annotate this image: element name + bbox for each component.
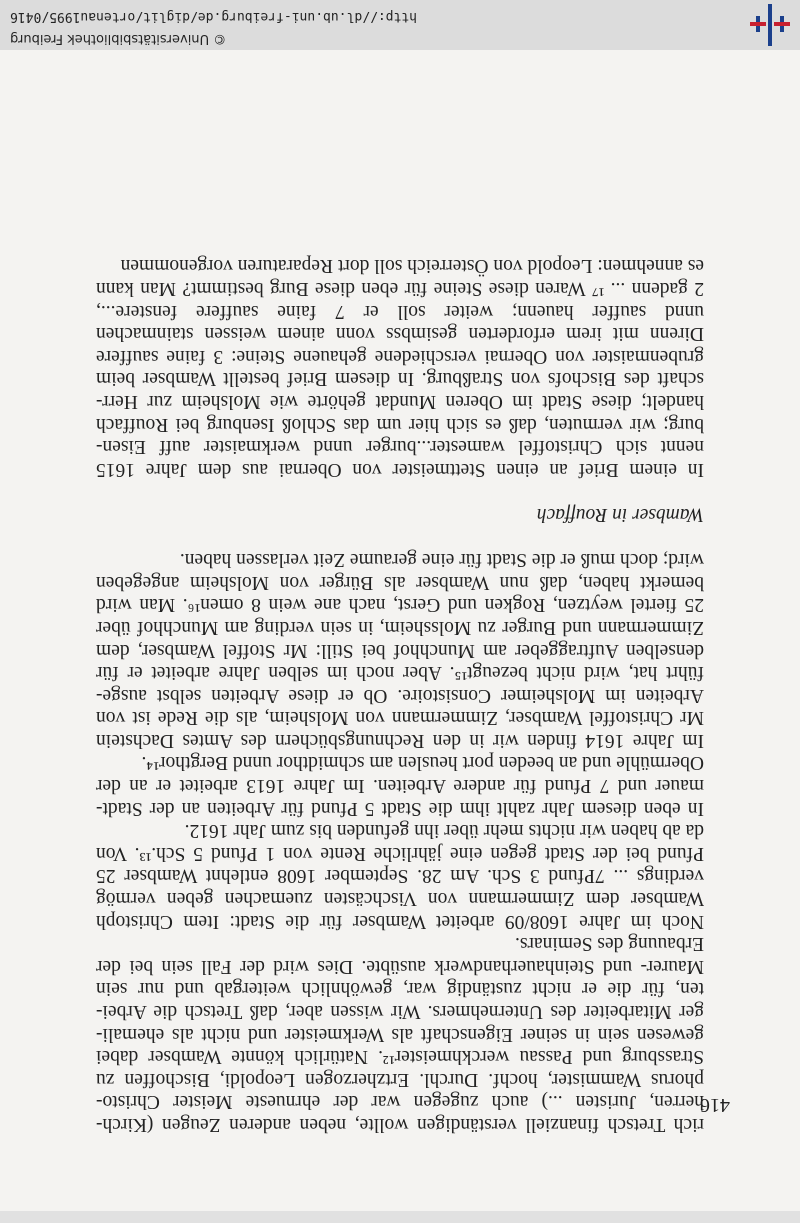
source-url[interactable]: http://dl.ub.uni-freiburg.de/diglit/ortenau1995/0416: [10, 9, 417, 24]
viewer-toolbar-strip: [0, 1211, 800, 1223]
text-line: nennt sich Christoffel wamester...burger unnd werkmaister auff Eisen-: [96, 436, 704, 458]
text-line: In einem Brief an einen Stettmeister von Obernai aus dem Jahre 1615: [96, 458, 704, 480]
text-line: Mr Christoffel Wambser, Zimmermann von Molsheim, als die Rede ist von: [96, 707, 704, 729]
text-line: grubenmaister von Obernai verschiedene gehauene Steine: 3 faine sauffere: [96, 345, 704, 367]
text-line: ger Mitarbeiter des Unternehmers. Wir wissen aber, daß Tretsch die Arbei-: [96, 1001, 704, 1023]
text-line: unnd sauffer hauenn; weiter soll er 7 faine sauffere fenstere...,: [96, 300, 704, 322]
text-line: führt hat, wird nicht bezeugt¹⁵. Aber noch im selben Jahre arbeitet er für: [96, 662, 704, 684]
footer-bar: [0, 0, 800, 50]
text-line: es annehmen: Leopold von Österreich soll dort Reparaturen vorgenommen: [120, 255, 704, 277]
text-line: Strassburg und Passau werckhmeister¹². Natürlich könnte Wambser dabei: [96, 1046, 704, 1068]
body-text: [96, 254, 704, 1135]
text-line: Arbeiten im Molsheimer Consistoire. Ob er diese Arbeiten selbst ausge-: [96, 684, 704, 706]
copyright-text: © Universitätsbibliothek Freiburg: [10, 31, 227, 46]
text-line: Noch im Jahre 1608/09 arbeitet Wambser für die Stadt: Item Christoph: [96, 910, 704, 932]
text-line: schaft des Bischofs von Straßburg. In diesem Brief bestellt Wambser beim: [96, 368, 704, 390]
text-line: da ab haben wir nichts mehr über ihn gefunden bis zum Jahr 1612.: [184, 820, 704, 842]
text-line: Wambser dem Zimmermann von Vischcästen zuemachen geben vermög: [96, 888, 704, 910]
university-logo-icon: [750, 4, 790, 46]
page-number: 416: [700, 1094, 730, 1116]
text-line: Zimmermann und Burger zu Molssheim, in sein verding am Munchhof über: [96, 616, 704, 638]
text-line: ten, für die er nicht zuständig war, gewöhnlich weitergab und nur sein: [96, 978, 704, 1000]
text-line: Im Jahre 1614 finden wir in den Rechnungsbüchern des Amtes Dachstein: [96, 729, 704, 751]
text-line: Pfund bei der Stadt gegen eine jährliche Rente von 1 Pfund 5 Sch.¹³. Von: [96, 842, 704, 864]
text-line: Obermühle und an beeden port heuslen am schmidthor unnd Bergthor¹⁴.: [141, 752, 704, 774]
text-line: mauer und 7 Pfund für andere Arbeiten. Im Jahre 1613 arbeitet er an der: [96, 775, 704, 797]
section-heading: Wambser in Rouffach: [536, 503, 704, 525]
text-line: In eben diesem Jahr zahlt ihm die Stadt 5 Pfund für Arbeiten an der Stadt-: [96, 797, 704, 819]
text-line: wird; doch muß er die Stadt für eine geraume Zeit verlassen haben.: [179, 549, 704, 571]
text-line: bemerkt haben, daß nun Wambser als Bürger von Molsheim angegeben: [96, 571, 704, 593]
text-line: herren, Juristen ...) auch zugegen war der ehrnueste Meister Christo-: [96, 1091, 704, 1113]
text-line: phorus Wammister, hochf. Durchl. Ertzherzogen Leopoldi, Bischoffen zu: [96, 1068, 704, 1090]
text-line: denselben Auftraggeber am Munchhof bei Still: Mr Stoffel Wambser, dem: [96, 639, 704, 661]
text-line: 25 fiertel weytzen, Rogken und Gerst, nach ane wein 8 omen¹⁶. Man wird: [96, 594, 704, 616]
text-line: Erbauung des Seminars.: [514, 933, 704, 955]
text-line: burg; wir vermuten, daß es sich hier um das Schloß Isenburg bei Rouffach: [96, 413, 704, 435]
text-line: 2 gadenn ... ¹⁷ Waren diese Steine für eben diese Burg bestimmt? Man kann: [96, 278, 704, 300]
text-line: Maurer- und Steinhauerhandwerk ausübte. Dies wird der Fall sein bei der: [96, 955, 704, 977]
text-line: handelt; diese Stadt im Oberen Mundat gehörte wie Molsheim zur Herr-: [96, 391, 704, 412]
text-line: Direnn mit irem erforderten gesimbss vonn ainem weissen stainmachen: [96, 323, 704, 345]
text-line: gewesen sein in seiner Eigenschaft als Werkmeister und nicht als ehemali-: [96, 1023, 704, 1045]
text-line: rich Tretsch finanziell verständigen wollte, neben anderen Zeugen (Kirch-: [96, 1114, 704, 1135]
text-line: verdings ... 7Pfund 3 Sch. Am 28. September 1608 entlehnt Wambser 25: [96, 865, 704, 887]
